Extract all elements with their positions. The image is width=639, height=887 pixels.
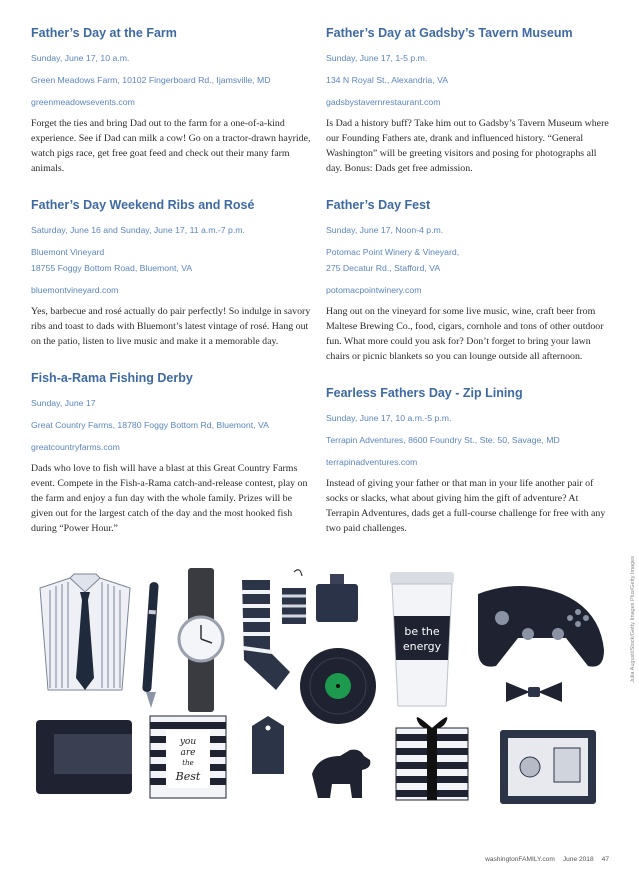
gift-box-icon bbox=[396, 717, 468, 800]
event-ribs-rose bbox=[31, 198, 313, 349]
card-text-2: are bbox=[180, 748, 196, 758]
event-location: Green Meadows Farm, 10102 Fingerboard Rd., Ijamsville, MD bbox=[31, 75, 271, 85]
event-website-link[interactable]: gadsbystavernrestaurant.com bbox=[326, 97, 441, 107]
event-zip-lining bbox=[326, 386, 610, 536]
fathers-day-gift-illustrations bbox=[0, 560, 639, 840]
event-description: Dads who love to fish will have a blast at this Great Country Farms event. Compete in the Fish-a-Rama catch-and-release contest, play on the farm and enjoy a fun day with the whole family. Prizes will be given out for the largest catch of the day and the most hooked fish during “Power Hour.” bbox=[31, 463, 308, 534]
vinyl-record-icon bbox=[300, 648, 376, 724]
card-text-3: the bbox=[182, 759, 194, 767]
card-text-4: Best bbox=[175, 770, 201, 783]
event-fishing-derby bbox=[31, 371, 313, 536]
footer-page-number: 47 bbox=[601, 856, 609, 863]
pen-icon bbox=[142, 582, 159, 708]
bear-silhouette-icon bbox=[312, 750, 370, 798]
wallet-icon bbox=[36, 720, 132, 794]
event-title: Father’s Day at Gadsby’s Tavern Museum bbox=[326, 26, 573, 40]
footer-site: washingtonFAMILY.com bbox=[485, 856, 555, 863]
event-title: Father’s Day Fest bbox=[326, 198, 431, 212]
event-location: Terrapin Adventures, 8600 Foundry St., Ste. 50, Savage, MD bbox=[326, 435, 560, 445]
event-website-link[interactable]: greenmeadowsevents.com bbox=[31, 97, 135, 107]
cup-slogan-line2: energy bbox=[402, 640, 442, 653]
left-column bbox=[31, 26, 313, 558]
bow-tie-icon bbox=[506, 682, 562, 702]
event-date: Sunday, June 17 bbox=[31, 398, 96, 408]
cologne-bottle-icon bbox=[316, 574, 358, 622]
event-website-link[interactable]: terrapinadventures.com bbox=[326, 457, 418, 467]
shirt-with-tie-icon bbox=[40, 574, 130, 690]
event-date: Sunday, June 17, Noon-4 p.m. bbox=[326, 225, 444, 235]
coffee-cup-icon bbox=[390, 572, 454, 706]
event-date: Saturday, June 16 and Sunday, June 17, 11 a.m.-7 p.m. bbox=[31, 225, 245, 235]
event-description: Forget the ties and bring Dad out to the farm for a one-of-a-kind experience. See if Dad can milk a cow! Go on a tractor-drawn hayride, watch pigs race, get free goat feed and check out their many farm animals. bbox=[31, 118, 311, 174]
gift-tag-icon bbox=[252, 716, 284, 774]
event-farm bbox=[31, 26, 313, 176]
safe-icon bbox=[500, 730, 596, 804]
event-title: Father’s Day Weekend Ribs and Rosé bbox=[31, 198, 255, 212]
page-footer bbox=[477, 856, 609, 863]
event-location: Great Country Farms, 18780 Foggy Bottom Rd, Bluemont, VA bbox=[31, 420, 269, 430]
event-description: Is Dad a history buff? Take him out to Gadsby’s Tavern Museum where our Founding Fathers ate, drank and influenced history. “General Washington” will be greeting visitors and posing for photographs all day. Bonus: Dads get free admission. bbox=[326, 118, 609, 174]
event-website-link[interactable]: greatcountryfarms.com bbox=[31, 442, 120, 452]
card-text-1: you bbox=[179, 737, 197, 747]
striped-socks-icon bbox=[242, 570, 306, 690]
event-gadsbys-tavern bbox=[326, 26, 610, 176]
footer-issue: June 2018 bbox=[562, 856, 594, 863]
event-location: Bluemont Vineyard 18755 Foggy Bottom Road, Bluemont, VA bbox=[31, 247, 193, 273]
right-column bbox=[326, 26, 610, 558]
game-controller-icon bbox=[478, 586, 604, 667]
cup-slogan-line1: be the bbox=[404, 625, 440, 638]
event-description: Hang out on the vineyard for some live music, wine, craft beer from Maltese Brewing Co., food, cigars, cornhole and tons of other outdoor fun. What more could you ask for? Don’t forget to bring your lawn chairs or picnic blankets so you can lounge outside all afternoon. bbox=[326, 306, 604, 362]
event-location: 134 N Royal St., Alexandria, VA bbox=[326, 75, 449, 85]
event-date: Sunday, June 17, 10 a.m. bbox=[31, 53, 130, 63]
event-website-link[interactable]: bluemontvineyard.com bbox=[31, 285, 119, 295]
event-fathers-day-fest bbox=[326, 198, 610, 364]
event-title: Fish-a-Rama Fishing Derby bbox=[31, 371, 193, 385]
event-title: Fearless Fathers Day - Zip Lining bbox=[326, 386, 523, 400]
event-description: Instead of giving your father or that man in your life another pair of socks or slacks, what about giving him the gift of adventure? At Terrapin Adventures, dads get a full-course challenge for free with any two paid challenges. bbox=[326, 478, 606, 534]
event-title: Father’s Day at the Farm bbox=[31, 26, 177, 40]
event-location: Potomac Point Winery & Vineyard, 275 Decatur Rd., Stafford, VA bbox=[326, 247, 460, 273]
event-date: Sunday, June 17, 1-5 p.m. bbox=[326, 53, 428, 63]
you-are-the-best-card-icon bbox=[150, 716, 226, 798]
event-description: Yes, barbecue and rosé actually do pair perfectly! So indulge in savory ribs and toast to dads with Bluemont’s latest vintage of rosé. Hang out on the patio, listen to live music and make it a memorable day. bbox=[31, 306, 311, 347]
wristwatch-icon bbox=[179, 568, 223, 712]
event-website-link[interactable]: potomacpointwinery.com bbox=[326, 285, 422, 295]
event-date: Sunday, June 17, 10 a.m.-5 p.m. bbox=[326, 413, 452, 423]
